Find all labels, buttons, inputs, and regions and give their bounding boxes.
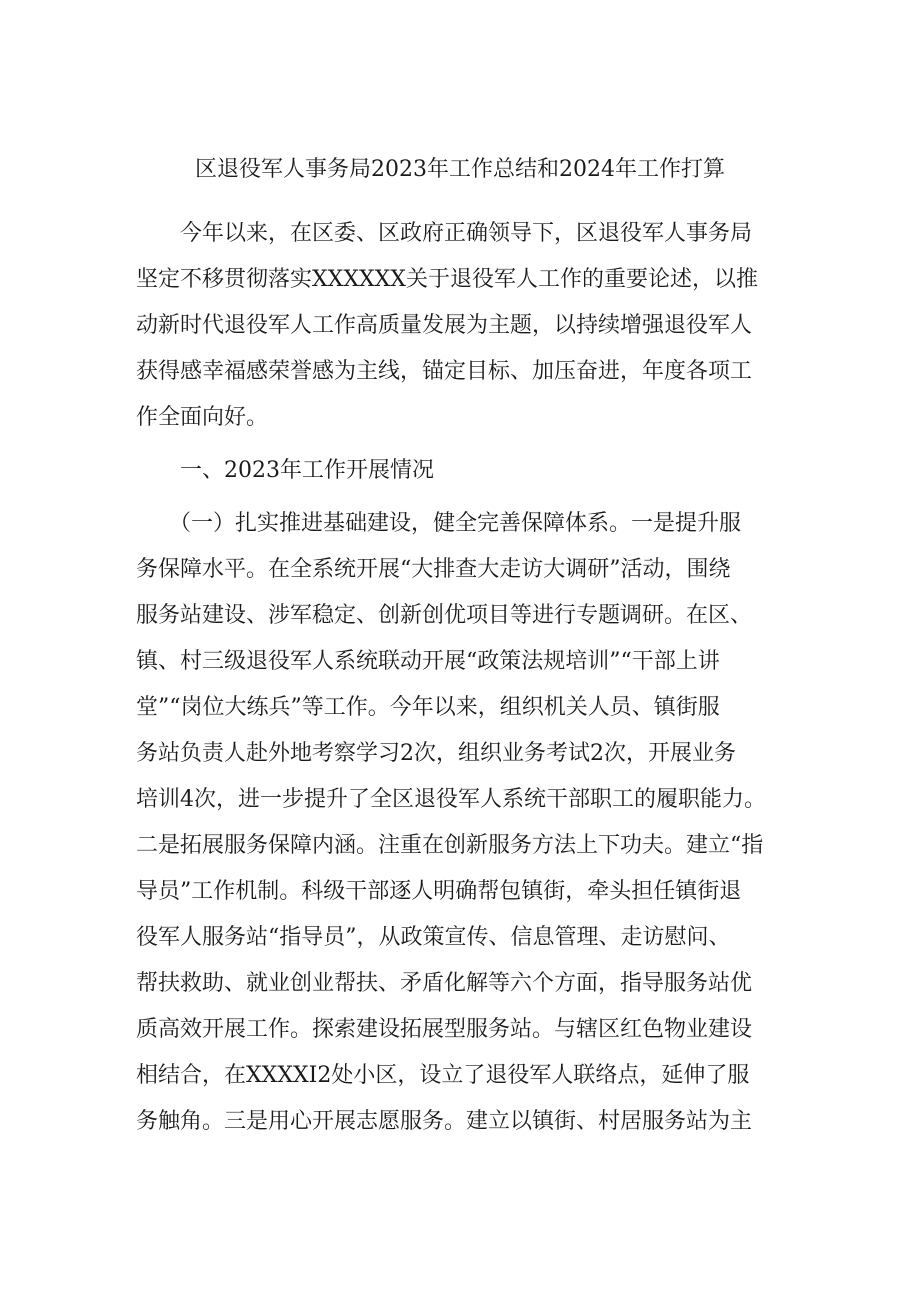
paragraph-line: 坚定不移贯彻落实XXXXXX关于退役军人工作的重要论述，以推: [136, 267, 758, 292]
paragraph-line: 作全面向好。: [136, 405, 269, 430]
paragraph-line: 帮扶救助、就业创业帮扶、矛盾化解等六个方面，指导服务站优: [136, 971, 753, 996]
paragraph-line: 堂”“岗位大练兵”等工作。今年以来，组织机关人员、镇街服: [136, 695, 720, 720]
paragraph-line: 务触角。三是用心开展志愿服务。建立以镇街、村居服务站为主: [136, 1109, 753, 1134]
paragraph-line: 务保障水平。在全系统开展“大排查大走访大调研”活动，围绕: [136, 557, 731, 582]
paragraph-line: 培训4次，进一步提升了全区退役军人系统干部职工的履职能力。: [136, 787, 766, 812]
paragraph-line: 相结合，在XXXXI2处小区，设立了退役军人联络点，延伸了服: [136, 1063, 750, 1088]
paragraph-line: 务站负责人赴外地考察学习2次，组织业务考试2次，开展业务: [136, 741, 736, 766]
paragraph-line: （一）扎实推进基础建设，健全完善保障体系。一是提升服: [136, 511, 742, 536]
paragraph-line: 镇、村三级退役军人系统联动开展“政策法规培训”“干部上讲: [136, 649, 720, 674]
paragraph-line: 今年以来，在区委、区政府正确领导下，区退役军人事务局: [136, 221, 753, 246]
paragraph-line: 服务站建设、涉军稳定、创新创优项目等进行专题调研。在区、: [136, 603, 753, 628]
paragraph-line: 导员”工作机制。科级干部逐人明确帮包镇街，牵头担任镇街退: [136, 879, 742, 904]
paragraph-line: 役军人服务站“指导员”，从政策宣传、信息管理、走访慰问、: [136, 925, 731, 950]
section-heading: 一、2023年工作开展情况: [136, 458, 434, 483]
document-title: 区退役军人事务局2023年工作总结和2024年工作打算: [195, 157, 725, 182]
paragraph-line: 质高效开展工作。探索建设拓展型服务站。与辖区红色物业建设: [136, 1017, 753, 1042]
paragraph-line: 二是拓展服务保障内涵。注重在创新服务方法上下功夫。建立“指: [136, 833, 764, 858]
paragraph-line: 获得感幸福感荣誉感为主线，锚定目标、加压奋进，年度各项工: [136, 359, 753, 384]
paragraph-line: 动新时代退役军人工作高质量发展为主题，以持续增强退役军人: [136, 313, 753, 338]
